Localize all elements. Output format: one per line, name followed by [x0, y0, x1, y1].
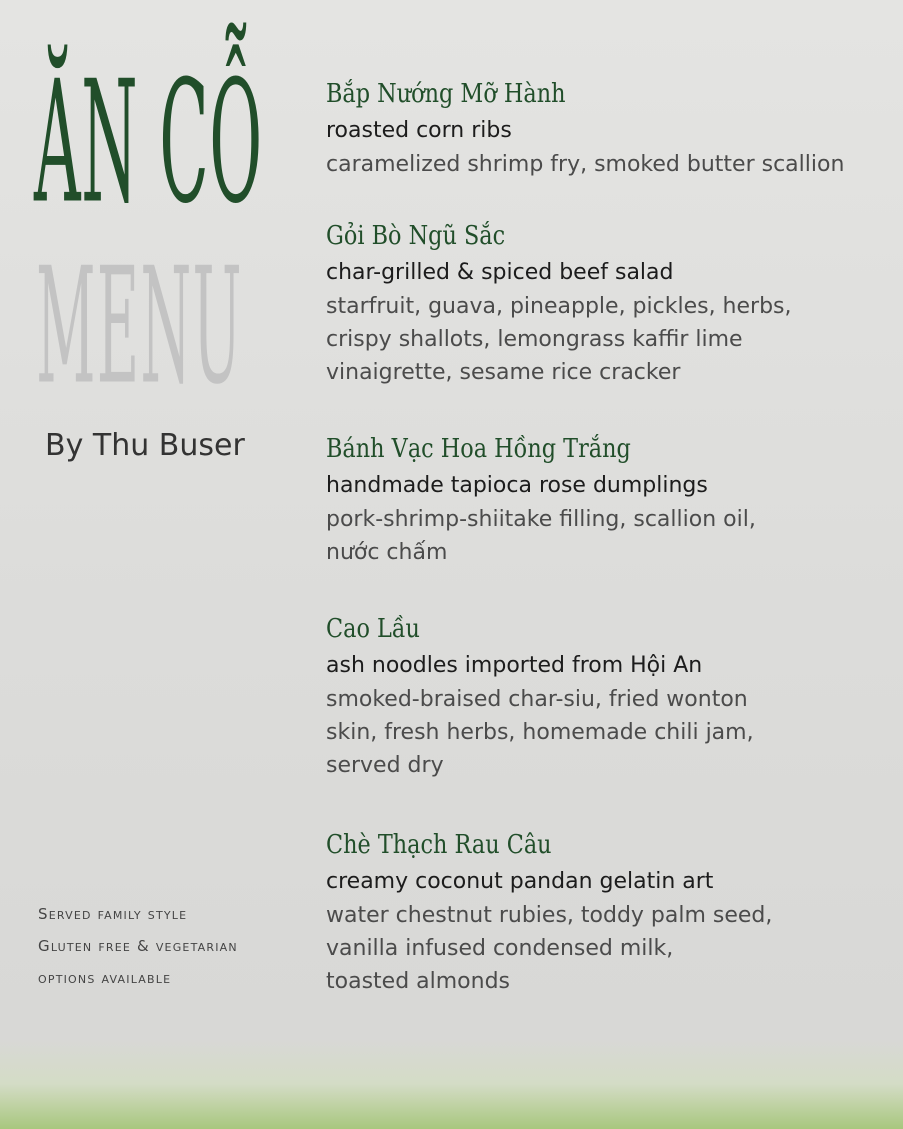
note-options: options available: [38, 969, 172, 987]
item-subtitle: creamy coconut pandan gelatin art: [326, 869, 714, 894]
item-description: water chestnut rubies, toddy palm seed, vanilla infused condensed milk, toasted almonds: [326, 903, 773, 994]
item-name: Bánh Vạc Hoa Hồng Trắng: [326, 434, 631, 464]
menu-item: [326, 825, 886, 998]
item-name: Bắp Nướng Mỡ Hành: [326, 79, 566, 109]
menu-item: [326, 216, 886, 389]
item-description: caramelized shrimp fry, smoked butter scallion: [326, 152, 845, 177]
menu-heading: MENU: [36, 232, 243, 421]
menu-title: ĂN CỖ: [34, 43, 263, 242]
item-subtitle: ash noodles imported from Hội An: [326, 653, 703, 678]
menu-item: [326, 609, 886, 782]
item-description: smoked-braised char-siu, fried wonton skin, fresh herbs, homemade chili jam, served dry: [326, 687, 754, 778]
item-name: Gỏi Bò Ngũ Sắc: [326, 221, 506, 251]
item-subtitle: char-grilled & spiced beef salad: [326, 260, 674, 285]
item-description: pork-shrimp-shiitake filling, scallion oil, nước chấm: [326, 507, 756, 565]
item-description: starfruit, guava, pineapple, pickles, herbs, crispy shallots, lemongrass kaffir lime vinaigrette, sesame rice cracker: [326, 294, 792, 385]
menu-notes: [38, 905, 308, 1001]
item-name: Chè Thạch Rau Câu: [326, 830, 552, 860]
item-subtitle: handmade tapioca rose dumplings: [326, 473, 708, 498]
menu-item: [326, 429, 886, 569]
item-subtitle: roasted corn ribs: [326, 118, 512, 143]
item-name: Cao Lầu: [326, 614, 420, 644]
note-family-style: Served family style: [38, 905, 188, 923]
menu-item: [326, 74, 886, 181]
chef-byline: By Thu Buser: [45, 428, 245, 463]
note-dietary: Gluten free & vegetarian: [38, 937, 238, 955]
